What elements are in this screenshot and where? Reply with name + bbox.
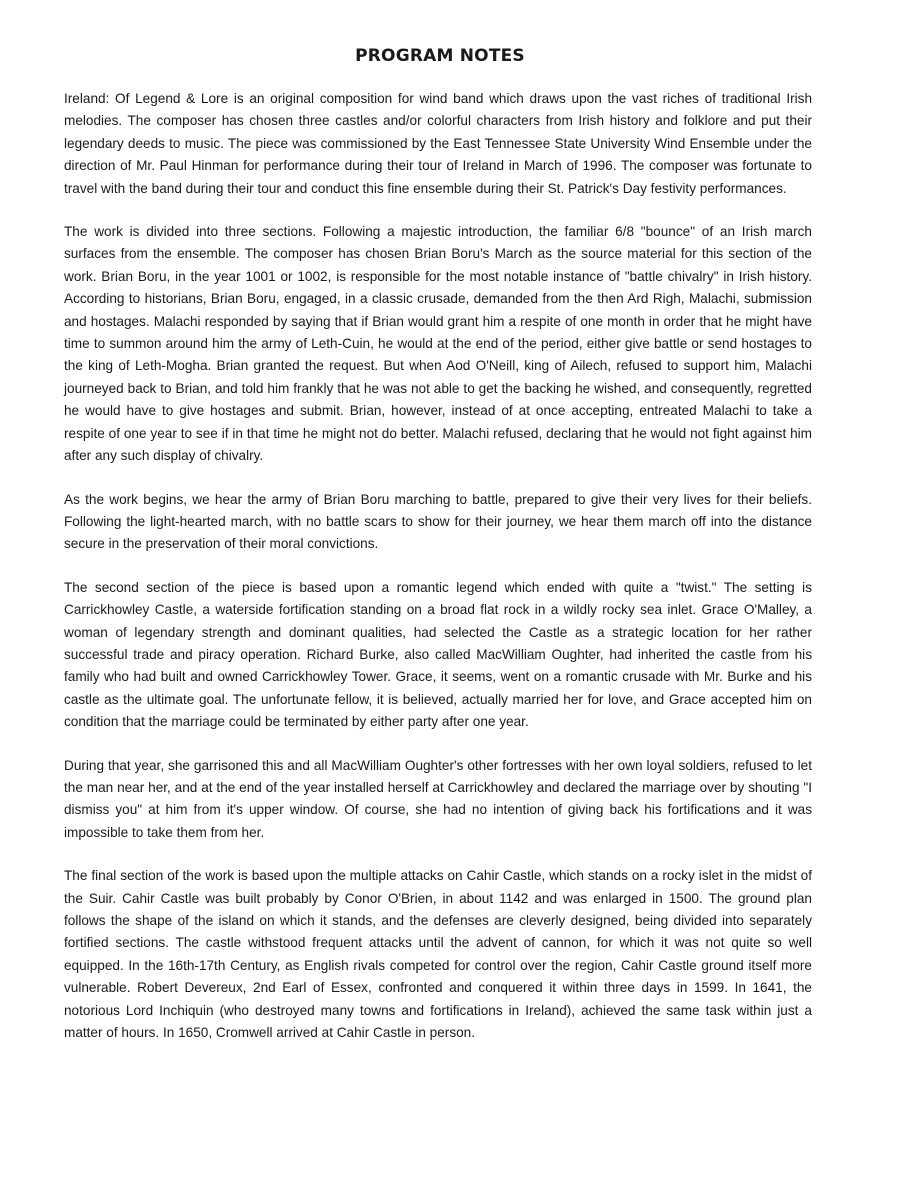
paragraph-grace-omalley: During that year, she garrisoned this and all MacWilliam Oughter's other fortresses with her own loyal soldiers, refused to let the man near her, and at the end of the year installed herself at Carrickhowley and declared the marriage over by shouting "I dismiss you" at him from it's upper window. Of course, she had no intention of giving back his fortifications and it was impossible to take them from her. <box>64 757 812 840</box>
paragraph-second-section: The second section of the piece is based upon a romantic legend which ended with quite a "twist." The setting is Carrickhowley Castle, a waterside fortification standing on a broad flat rock in a wildly rocky sea inlet. Grace O'Malley, a woman of legendary strength and dominant qualities, had selected the Castle as a strategic location for her rather successful trade and piracy operation. Richard Burke, also called MacWilliam Oughter, had inherited the castle from his family who had built and owned Carrickhowley Tower. Grace, it seems, went on a romantic crusade with Mr. Burke and his castle as the ultimate goal. The unfortunate fellow, it is believed, actually married her for love, and Grace accepted him on condition that the marriage could be terminated by either party after one year. <box>64 579 812 730</box>
program-notes-page <box>64 46 812 1065</box>
page-title: PROGRAM NOTES <box>355 46 525 66</box>
paragraph-final-section: The final section of the work is based upon the multiple attacks on Cahir Castle, which stands on a rocky islet in the midst of the Suir. Cahir Castle was built probably by Conor O'Brien, in about 1142 and was enlarged in 1500. The ground plan follows the shape of the island on which it stands, and the defenses are cleverly designed, being divided into separately fortified sections. The castle withstood frequent attacks until the advent of cannon, for which it was not quite so well equipped. In the 16th-17th Century, as English rivals competed for control over the region, Cahir Castle ground itself more vulnerable. Robert Devereux, 2nd Earl of Essex, confronted and conquered it within three days in 1599. In 1641, the notorious Lord Inchiquin (who destroyed many towns and fortifications in Ireland), achieved the same task within just a matter of hours. In 1650, Cromwell arrived at Cahir Castle in person. <box>64 868 812 1041</box>
paragraph-first-section: The work is divided into three sections. Following a majestic introduction, the familiar 6/8 "bounce" of an Irish march surfaces from the ensemble. The composer has chosen Brian Boru's March as the source material for this section of the work. Brian Boru, in the year 1001 or 1002, is responsible for the most notable instance of "battle chivalry" in Irish history. According to historians, Brian Boru, engaged, in a classic crusade, demanded from the then Ard Righ, Malachi, submission and hostages. Malachi responded by saying that if Brian would grant him a respite of one month in order that he might have time to summon around him the army of Leth-Cuin, he would at the end of the period, either give battle or send hostages to the king of Leth-Mogha. Brian granted the request. But when Aod O'Neill, king of Ailech, refused to support him, Malachi journeyed back to Brian, and told him frankly that he was not able to get the backing he wished, and consequently, regretted he would have to give hostages and submit. Brian, however, instead of at once accepting, entreated Malachi to take a respite of one year to see if in that time he might not do better. Malachi refused, declaring that he would not fight against him after any such display of chivalry. <box>64 224 812 464</box>
paragraph-march: As the work begins, we hear the army of Brian Boru marching to battle, prepared to give their very lives for their beliefs. Following the light-hearted march, with no battle scars to show for their journey, we hear them march off into the distance secure in the preservation of their moral convictions. <box>64 491 812 552</box>
paragraph-intro: Ireland: Of Legend & Lore is an original composition for wind band which draws upon the vast riches of traditional Irish melodies. The composer has chosen three castles and/or colorful characters from Irish history and folklore and put their legendary deeds to music. The piece was commissioned by the East Tennessee State University Wind Ensemble under the direction of Mr. Paul Hinman for performance during their tour of Ireland in March of 1996. The composer was fortunate to travel with the band during their tour and conduct this fine ensemble during their St. Patrick's Day festivity performances. <box>64 91 812 196</box>
